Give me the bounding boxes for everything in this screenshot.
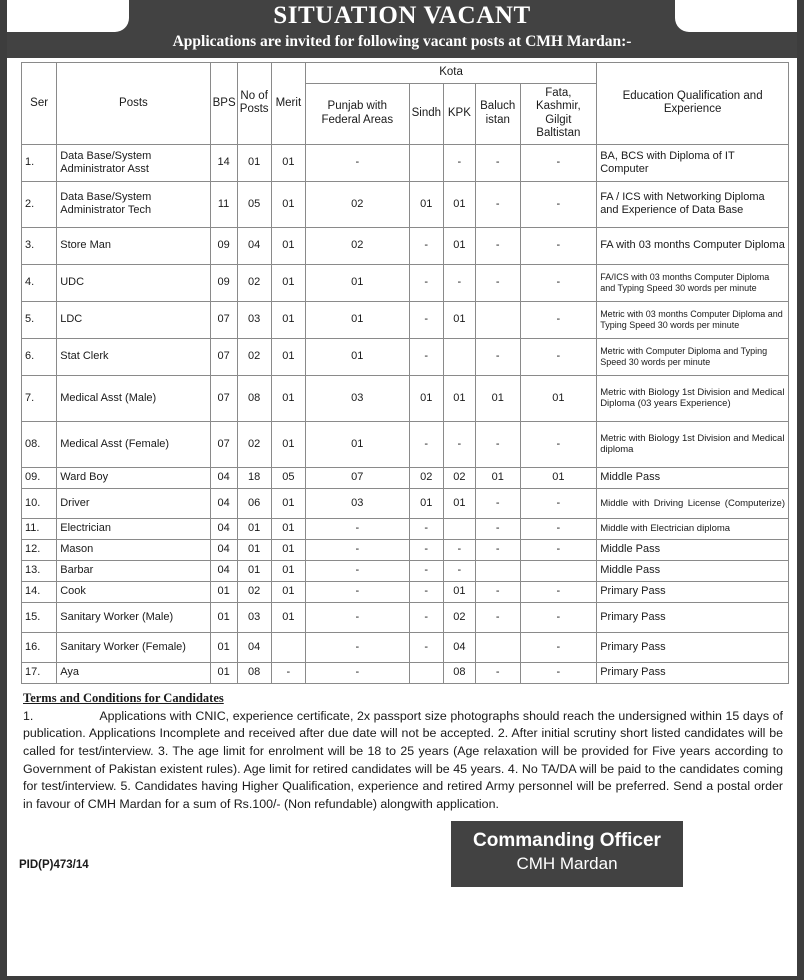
cell-fata <box>520 560 597 581</box>
cell-baluchistan: - <box>475 488 520 518</box>
cell-bps: 14 <box>210 144 237 181</box>
cell-education: Middle with Electrician diploma <box>597 518 789 539</box>
cell-bps: 01 <box>210 662 237 683</box>
cell-ser: 3. <box>22 227 57 264</box>
cell-punjab: - <box>305 632 409 662</box>
cell-kpk: 01 <box>443 227 475 264</box>
signatory-title: Commanding Officer <box>473 830 661 852</box>
cell-education: Middle Pass <box>597 560 789 581</box>
table-row <box>22 421 789 467</box>
cell-no-of-posts: 02 <box>237 264 271 301</box>
cell-punjab: 01 <box>305 338 409 375</box>
table-row <box>22 602 789 632</box>
table-header-row-1 <box>22 63 789 84</box>
cell-baluchistan: - <box>475 602 520 632</box>
table-row <box>22 181 789 227</box>
table-row <box>22 375 789 421</box>
cell-education: Middle with Driving License (Computerize) <box>597 488 789 518</box>
cell-sindh <box>409 662 443 683</box>
cell-punjab: - <box>305 662 409 683</box>
cell-punjab: 03 <box>305 375 409 421</box>
cell-punjab: 01 <box>305 264 409 301</box>
cell-bps: 07 <box>210 338 237 375</box>
cell-post: Cook <box>57 581 210 602</box>
cell-baluchistan: - <box>475 581 520 602</box>
cell-punjab: 01 <box>305 421 409 467</box>
cell-sindh: - <box>409 560 443 581</box>
cell-bps: 11 <box>210 181 237 227</box>
cell-education: Primary Pass <box>597 662 789 683</box>
cell-punjab: 03 <box>305 488 409 518</box>
cell-no-of-posts: 18 <box>237 467 271 488</box>
cell-kpk: 01 <box>443 301 475 338</box>
cell-fata: - <box>520 518 597 539</box>
cell-education: Primary Pass <box>597 632 789 662</box>
cell-ser: 08. <box>22 421 57 467</box>
cell-merit: 01 <box>271 560 305 581</box>
cell-sindh: - <box>409 539 443 560</box>
cell-fata: - <box>520 488 597 518</box>
cell-punjab: 02 <box>305 181 409 227</box>
cell-ser: 1. <box>22 144 57 181</box>
cell-kpk: 02 <box>443 467 475 488</box>
cell-kpk: - <box>443 421 475 467</box>
cell-kpk: 01 <box>443 488 475 518</box>
cell-no-of-posts: 02 <box>237 338 271 375</box>
table-row <box>22 518 789 539</box>
cell-fata: - <box>520 227 597 264</box>
cell-bps: 01 <box>210 632 237 662</box>
cell-fata: - <box>520 581 597 602</box>
cell-post: Data Base/System Administrator Tech <box>57 181 210 227</box>
cell-baluchistan: 01 <box>475 375 520 421</box>
cell-baluchistan: - <box>475 338 520 375</box>
table-row <box>22 227 789 264</box>
cell-post: Ward Boy <box>57 467 210 488</box>
terms-text: Applications with CNIC, experience certificate, 2x passport size photographs should reach the undersigned within 15 days of publication. Applications Incomplete and received after due date will not be accepted. 2. After initial scrutiny short listed candidates will be called for test/interview. 3. The age limit for enrolment will be 18 to 25 years (Age relaxation will be provided for Five years according to Government of Pakistan existent rules). Age limit for retired candidates will be 45 years. 4. No TA/DA will be paid to the candidates coming for test/interview. 5. Candidates having Higher Qualification, experience and retired Army personnel will be preferred. Send a postal order in favour of CMH Mardan for a sum of Rs.100/- (Non refundable) alongwith application. <box>23 708 783 811</box>
cell-post: Store Man <box>57 227 210 264</box>
cell-bps: 07 <box>210 375 237 421</box>
cell-education: FA/ICS with 03 months Computer Diploma and Typing Speed 30 words per minute <box>597 264 789 301</box>
col-header-kpk: KPK <box>443 83 475 144</box>
table-row <box>22 539 789 560</box>
cell-sindh: - <box>409 338 443 375</box>
cell-post: Barbar <box>57 560 210 581</box>
cell-merit: 01 <box>271 421 305 467</box>
signatory-org: CMH Mardan <box>516 854 618 874</box>
cell-no-of-posts: 01 <box>237 144 271 181</box>
col-header-bps: BPS <box>210 63 237 145</box>
cell-punjab: - <box>305 581 409 602</box>
pid-number: PID(P)473/14 <box>19 859 89 872</box>
cell-bps: 01 <box>210 602 237 632</box>
cell-fata: - <box>520 662 597 683</box>
cell-sindh: - <box>409 632 443 662</box>
table-row <box>22 301 789 338</box>
page-subtitle: Applications are invited for following vacant posts at CMH Mardan:- <box>172 33 632 50</box>
signatory-band <box>451 821 683 887</box>
cell-kpk: - <box>443 560 475 581</box>
cell-ser: 7. <box>22 375 57 421</box>
page-title: SITUATION VACANT <box>273 2 531 29</box>
cell-education: Primary Pass <box>597 581 789 602</box>
cell-merit: 01 <box>271 488 305 518</box>
cell-bps: 04 <box>210 539 237 560</box>
col-header-education: Education Qualification and Experience <box>597 63 789 145</box>
cell-sindh: - <box>409 421 443 467</box>
col-header-no-of-posts: No of Posts <box>237 63 271 145</box>
cell-kpk <box>443 338 475 375</box>
cell-sindh: - <box>409 581 443 602</box>
cell-post: Medical Asst (Female) <box>57 421 210 467</box>
cell-no-of-posts: 02 <box>237 581 271 602</box>
cell-bps: 04 <box>210 467 237 488</box>
cell-sindh: - <box>409 227 443 264</box>
table-row <box>22 581 789 602</box>
cell-baluchistan: - <box>475 518 520 539</box>
cell-kpk: 01 <box>443 581 475 602</box>
cell-sindh: 01 <box>409 488 443 518</box>
table-row <box>22 560 789 581</box>
cell-ser: 5. <box>22 301 57 338</box>
cell-punjab: - <box>305 518 409 539</box>
cell-post: Stat Clerk <box>57 338 210 375</box>
cell-baluchistan <box>475 632 520 662</box>
cell-kpk: - <box>443 539 475 560</box>
table-row <box>22 144 789 181</box>
cell-ser: 17. <box>22 662 57 683</box>
cell-education: Middle Pass <box>597 467 789 488</box>
cell-fata: - <box>520 421 597 467</box>
cell-baluchistan: - <box>475 662 520 683</box>
cell-baluchistan: - <box>475 264 520 301</box>
cell-punjab: - <box>305 560 409 581</box>
cell-kpk: - <box>443 144 475 181</box>
cell-ser: 16. <box>22 632 57 662</box>
cell-merit: 01 <box>271 539 305 560</box>
table-body <box>22 144 789 683</box>
cell-baluchistan: 01 <box>475 467 520 488</box>
cell-post: UDC <box>57 264 210 301</box>
cell-merit: 01 <box>271 144 305 181</box>
cell-merit: 01 <box>271 602 305 632</box>
cell-ser: 4. <box>22 264 57 301</box>
cell-post: Mason <box>57 539 210 560</box>
cell-ser: 6. <box>22 338 57 375</box>
cell-post: LDC <box>57 301 210 338</box>
cell-kpk: 08 <box>443 662 475 683</box>
cell-merit <box>271 632 305 662</box>
cell-merit: 05 <box>271 467 305 488</box>
cell-bps: 07 <box>210 301 237 338</box>
cell-education: Metric with Biology 1st Division and Medical Diploma (03 years Experience) <box>597 375 789 421</box>
cell-punjab: 02 <box>305 227 409 264</box>
cell-no-of-posts: 06 <box>237 488 271 518</box>
table-row <box>22 264 789 301</box>
cell-merit: 01 <box>271 227 305 264</box>
col-header-ser: Ser <box>22 63 57 145</box>
cell-bps: 09 <box>210 227 237 264</box>
cell-education: Metric with Computer Diploma and Typing Speed 30 words per minute <box>597 338 789 375</box>
cell-post: Electrician <box>57 518 210 539</box>
cell-merit: 01 <box>271 264 305 301</box>
table-header <box>22 63 789 145</box>
cell-merit: 01 <box>271 181 305 227</box>
footer-section <box>7 821 797 887</box>
cell-punjab: - <box>305 539 409 560</box>
cell-bps: 04 <box>210 560 237 581</box>
cell-no-of-posts: 03 <box>237 602 271 632</box>
cell-baluchistan: - <box>475 227 520 264</box>
col-header-punjab: Punjab with Federal Areas <box>305 83 409 144</box>
cell-post: Sanitary Worker (Male) <box>57 602 210 632</box>
cell-bps: 09 <box>210 264 237 301</box>
cell-baluchistan: - <box>475 421 520 467</box>
table-row <box>22 488 789 518</box>
cell-education: Primary Pass <box>597 602 789 632</box>
cell-punjab: 01 <box>305 301 409 338</box>
cell-sindh: - <box>409 518 443 539</box>
cell-baluchistan <box>475 560 520 581</box>
cell-merit: 01 <box>271 518 305 539</box>
cell-no-of-posts: 08 <box>237 375 271 421</box>
cell-post: Data Base/System Administrator Asst <box>57 144 210 181</box>
cell-education: Metric with Biology 1st Division and Medical diploma <box>597 421 789 467</box>
table-row <box>22 662 789 683</box>
cell-ser: 2. <box>22 181 57 227</box>
cell-ser: 13. <box>22 560 57 581</box>
header-banner <box>7 0 797 58</box>
cell-bps: 07 <box>210 421 237 467</box>
cell-fata: - <box>520 338 597 375</box>
cell-fata: 01 <box>520 467 597 488</box>
cell-kpk: 04 <box>443 632 475 662</box>
cell-post: Driver <box>57 488 210 518</box>
cell-punjab: 07 <box>305 467 409 488</box>
cell-bps: 01 <box>210 581 237 602</box>
terms-heading: Terms and Conditions for Candidates <box>23 690 224 705</box>
cell-ser: 12. <box>22 539 57 560</box>
terms-section <box>7 684 797 814</box>
cell-baluchistan <box>475 301 520 338</box>
cell-education: Metric with 03 months Computer Diploma and Typing Speed 30 words per minute <box>597 301 789 338</box>
col-header-sindh: Sindh <box>409 83 443 144</box>
cell-merit: - <box>271 662 305 683</box>
cell-sindh: 01 <box>409 375 443 421</box>
cell-education: FA / ICS with Networking Diploma and Experience of Data Base <box>597 181 789 227</box>
cell-sindh <box>409 144 443 181</box>
cell-post: Medical Asst (Male) <box>57 375 210 421</box>
cell-merit: 01 <box>271 338 305 375</box>
cell-no-of-posts: 05 <box>237 181 271 227</box>
cell-baluchistan: - <box>475 181 520 227</box>
cell-sindh: - <box>409 264 443 301</box>
cell-no-of-posts: 08 <box>237 662 271 683</box>
col-header-baluchistan: Baluch istan <box>475 83 520 144</box>
cell-kpk: - <box>443 264 475 301</box>
cell-merit: 01 <box>271 375 305 421</box>
cell-no-of-posts: 01 <box>237 539 271 560</box>
cell-kpk: 01 <box>443 181 475 227</box>
cell-ser: 10. <box>22 488 57 518</box>
cell-fata: 01 <box>520 375 597 421</box>
col-header-merit: Merit <box>271 63 305 145</box>
cell-ser: 15. <box>22 602 57 632</box>
cell-sindh: - <box>409 301 443 338</box>
table-row <box>22 467 789 488</box>
cell-no-of-posts: 02 <box>237 421 271 467</box>
cell-education: FA with 03 months Computer Diploma <box>597 227 789 264</box>
cell-kpk: 02 <box>443 602 475 632</box>
cell-kpk: 01 <box>443 375 475 421</box>
cell-education: Middle Pass <box>597 539 789 560</box>
cell-fata: - <box>520 602 597 632</box>
cell-fata: - <box>520 539 597 560</box>
cell-merit: 01 <box>271 581 305 602</box>
banner-text-block <box>7 0 797 53</box>
cell-sindh: - <box>409 602 443 632</box>
cell-no-of-posts: 03 <box>237 301 271 338</box>
cell-fata: - <box>520 144 597 181</box>
cell-no-of-posts: 04 <box>237 632 271 662</box>
vacancy-table-container <box>7 58 797 684</box>
cell-education: BA, BCS with Diploma of IT Computer <box>597 144 789 181</box>
cell-fata: - <box>520 301 597 338</box>
col-header-kota: Kota <box>305 63 596 84</box>
cell-sindh: 01 <box>409 181 443 227</box>
col-header-fata: Fata, Kashmir, Gilgit Baltistan <box>520 83 597 144</box>
cell-baluchistan: - <box>475 539 520 560</box>
cell-punjab: - <box>305 602 409 632</box>
cell-bps: 04 <box>210 488 237 518</box>
cell-post: Sanitary Worker (Female) <box>57 632 210 662</box>
cell-fata: - <box>520 264 597 301</box>
cell-ser: 11. <box>22 518 57 539</box>
cell-bps: 04 <box>210 518 237 539</box>
terms-item-number: 1. <box>23 708 34 723</box>
table-row <box>22 632 789 662</box>
cell-post: Aya <box>57 662 210 683</box>
cell-fata: - <box>520 181 597 227</box>
vacancy-table <box>21 62 789 684</box>
cell-sindh: 02 <box>409 467 443 488</box>
cell-baluchistan: - <box>475 144 520 181</box>
cell-punjab: - <box>305 144 409 181</box>
cell-no-of-posts: 04 <box>237 227 271 264</box>
cell-kpk <box>443 518 475 539</box>
cell-no-of-posts: 01 <box>237 560 271 581</box>
cell-ser: 14. <box>22 581 57 602</box>
cell-fata: - <box>520 632 597 662</box>
cell-no-of-posts: 01 <box>237 518 271 539</box>
col-header-posts: Posts <box>57 63 210 145</box>
cell-merit: 01 <box>271 301 305 338</box>
terms-body <box>23 708 783 814</box>
cell-ser: 09. <box>22 467 57 488</box>
table-row <box>22 338 789 375</box>
